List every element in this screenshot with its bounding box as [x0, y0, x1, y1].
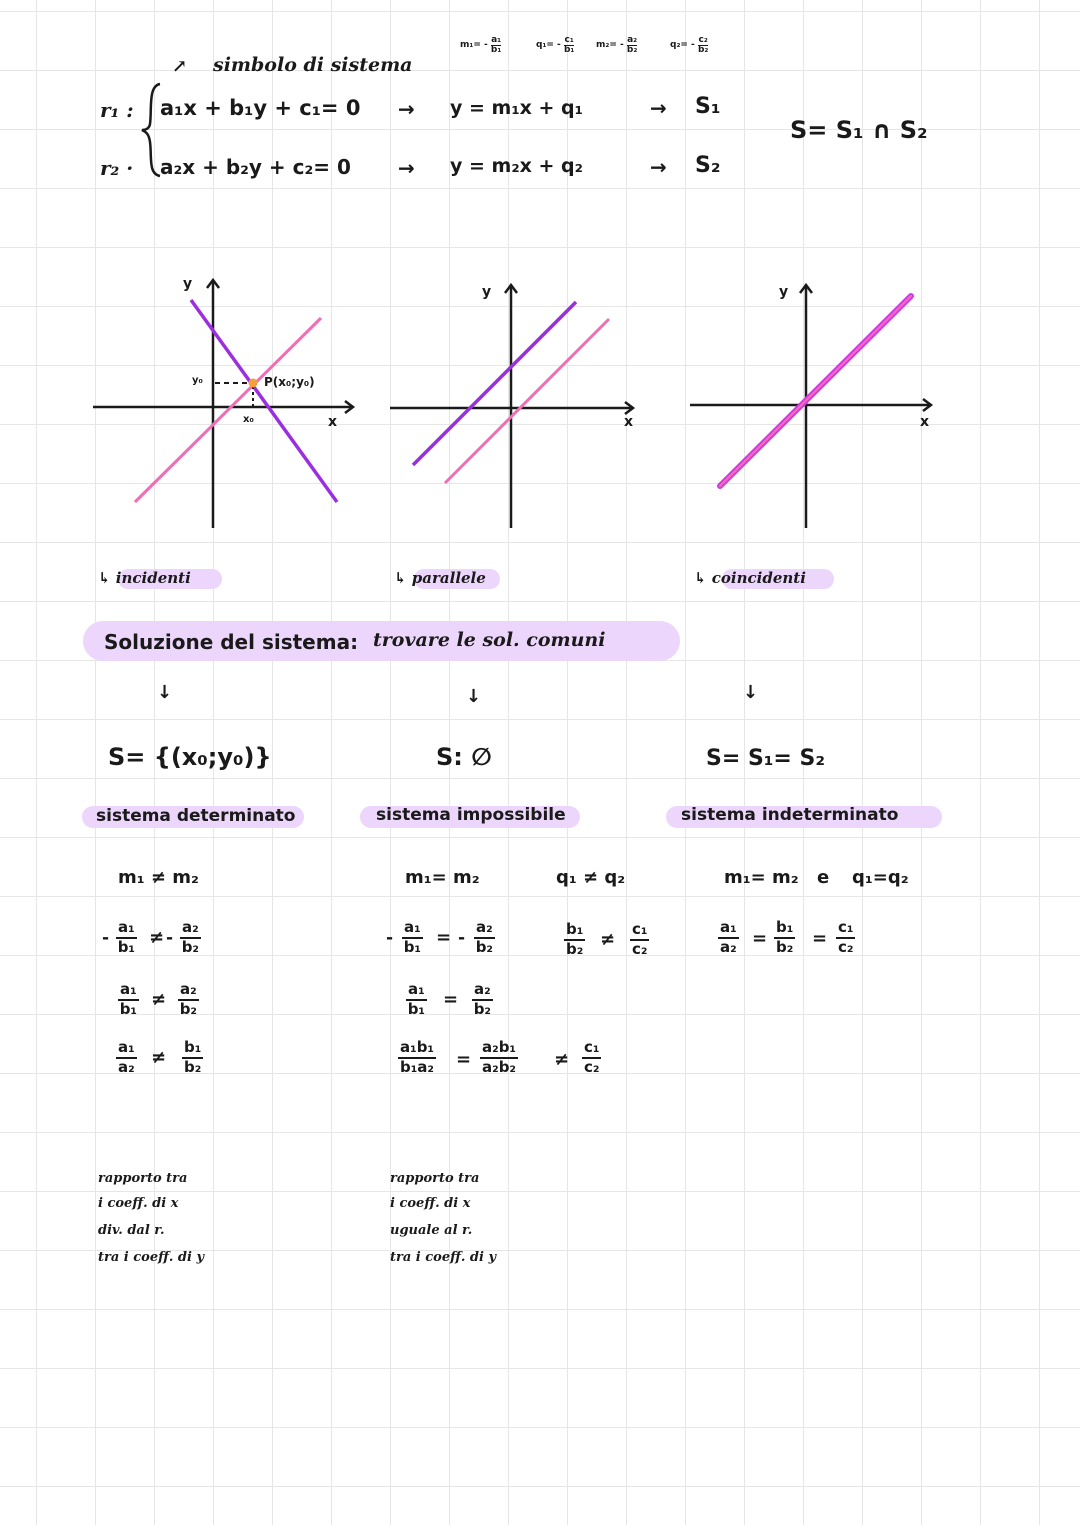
fraction-a2-b2: $\frac{\text{a₂}}{\text{b₂}}$ [179, 980, 197, 1018]
def-m2: m₂= - $\frac{\text{a₂}}{\text{b₂}}$ [596, 35, 638, 55]
fraction-c1-c2: $\frac{\text{c₁}}{\text{c₂}}$ [584, 1038, 600, 1076]
brace-note: simbolo di sistema [213, 54, 413, 76]
arrow-r1: → [398, 97, 415, 121]
axis-y-label: y [482, 284, 492, 300]
cond-col2-slopes: m₁= m₂ [405, 867, 480, 888]
fraction-a1b1-b1a2: $\frac{\text{a₁b₁}}{\text{b₁a₂}}$ [400, 1038, 434, 1076]
explicit-r2: y = m₂x + q₂ [450, 155, 583, 177]
cond-col3-intercepts: q₁=q₂ [852, 867, 909, 888]
graph-coincident [685, 275, 945, 535]
cond-col2-intercepts: q₁ ≠ q₂ [556, 867, 626, 888]
arrow-s1: → [650, 96, 667, 120]
fraction-a1-b1: $\frac{\text{a₁}}{\text{b₁}}$ [407, 980, 425, 1018]
minus-sign: - [166, 928, 174, 948]
note-line: i coeff. di x [98, 1196, 179, 1211]
fraction-a2-b2: $\frac{\text{a₂}}{\text{b₂}}$ [475, 918, 493, 956]
solution-banner-text: trovare le sol. comuni [373, 629, 606, 651]
note-line: div. dal r. [98, 1223, 165, 1238]
eq-sign: = [456, 1049, 472, 1070]
graph-incident [85, 270, 365, 535]
eq-sign: = [436, 927, 452, 948]
eq-sign: = [443, 989, 459, 1010]
r1-label: r₁ : [100, 98, 134, 122]
type-indeterminato: sistema indeterminato [681, 805, 899, 825]
solution-set-impossibile: S: ∅ [436, 743, 492, 771]
down-arrow-3: ↓ [743, 682, 759, 703]
r2-label: r₂ · [100, 156, 134, 180]
note-line: i coeff. di x [390, 1196, 471, 1211]
cond-col3-slopes: m₁= m₂ [724, 867, 799, 888]
line-r2-pink [445, 319, 609, 483]
minus-sign: - [458, 928, 466, 948]
solution-set-s1: S₁ [695, 94, 721, 119]
point-label: P(x₀;y₀) [264, 375, 315, 389]
notes-col1 [98, 1166, 204, 1270]
system-brace [140, 80, 162, 180]
def-m1: m₁= - $\frac{\text{a₁}}{\text{b₁}}$ [460, 35, 502, 55]
case-incidenti: ↳ incidenti [98, 569, 191, 587]
fraction-c1-c2: $\frac{\text{c₁}}{\text{c₂}}$ [838, 918, 854, 956]
note-line: tra i coeff. di y [98, 1250, 205, 1265]
case-coincidenti: ↳ coincidenti [694, 569, 806, 587]
fraction-a2-b2: $\frac{\text{a₂}}{\text{b₂}}$ [181, 918, 199, 956]
fraction-b1-b2: $\frac{\text{b₁}}{\text{b₂}}$ [184, 1038, 202, 1076]
intersection-formula: S= S₁ ∩ S₂ [790, 116, 928, 144]
note-line: uguale al r. [390, 1223, 473, 1238]
notes-col2 [390, 1166, 496, 1270]
equation-r1: a₁x + b₁y + c₁= 0 [160, 96, 361, 120]
cond-col3-and: e [817, 867, 830, 888]
axis-y-label: y [779, 284, 789, 300]
x0-label: x₀ [243, 414, 254, 425]
graph-parallel [385, 275, 645, 535]
neq-sign: ≠ [151, 989, 167, 1010]
fraction-a2-b2: $\frac{\text{a₂}}{\text{b₂}}$ [473, 980, 491, 1018]
axis-x-label: x [328, 414, 338, 430]
brace-note-arrow: ↗ [172, 56, 188, 77]
fraction-c1-c2: $\frac{\text{c₁}}{\text{c₂}}$ [632, 920, 648, 958]
type-impossibile: sistema impossibile [376, 805, 566, 825]
fraction-a1-b1: $\frac{\text{a₁}}{\text{b₁}}$ [119, 980, 137, 1018]
explicit-r1: y = m₁x + q₁ [450, 97, 583, 119]
axis-x-label: x [920, 414, 930, 430]
note-line: tra i coeff. di y [390, 1250, 497, 1265]
down-arrow-1: ↓ [157, 682, 173, 703]
note-line: rapporto tra [98, 1171, 188, 1186]
y0-label: y₀ [192, 375, 203, 386]
fraction-a1-a2: $\frac{\text{a₁}}{\text{a₂}}$ [720, 918, 737, 956]
axis-x-label: x [624, 414, 634, 430]
def-q1: q₁= - $\frac{\text{c₁}}{\text{b₁}}$ [536, 35, 575, 55]
fraction-b1-b2: $\frac{\text{b₁}}{\text{b₂}}$ [566, 920, 584, 958]
neq-sign: ≠ [151, 1047, 167, 1068]
fraction-a1-b1: $\frac{\text{a₁}}{\text{b₁}}$ [403, 918, 421, 956]
neq-sign: ≠ [600, 929, 616, 950]
case-parallele: ↳ parallele [394, 569, 486, 587]
type-determinato: sistema determinato [96, 806, 296, 826]
arrow-s2: → [650, 155, 667, 179]
eq-sign: = [752, 928, 768, 949]
down-arrow-2: ↓ [466, 686, 482, 707]
cond-col1-slopes: m₁ ≠ m₂ [118, 867, 199, 888]
line-r2-pink [135, 318, 321, 502]
solution-set-determinato: S= {(x₀;y₀)} [108, 743, 272, 771]
solution-set-s2: S₂ [695, 153, 721, 178]
def-q2: q₂= - $\frac{\text{c₂}}{\text{b₂}}$ [670, 35, 709, 55]
intersection-point [249, 379, 258, 388]
solution-set-indeterminato: S= S₁= S₂ [706, 746, 825, 771]
fraction-a1-b1: $\frac{\text{a₁}}{\text{b₁}}$ [117, 918, 135, 956]
line-r1-purple [413, 302, 576, 465]
minus-sign: - [386, 928, 394, 948]
note-line: rapporto tra [390, 1171, 480, 1186]
axis-y-label: y [183, 276, 193, 292]
fraction-b1-b2: $\frac{\text{b₁}}{\text{b₂}}$ [776, 918, 794, 956]
eq-sign: = [812, 928, 828, 949]
arrow-r2: → [398, 156, 415, 180]
minus-sign: - [102, 928, 110, 948]
neq-sign: ≠ [149, 927, 165, 948]
solution-banner-prefix: Soluzione del sistema: [104, 630, 359, 654]
equation-r2: a₂x + b₂y + c₂= 0 [160, 155, 351, 179]
fraction-a2b1-a2b2: $\frac{\text{a₂b₁}}{\text{a₂b₂}}$ [482, 1038, 516, 1076]
fraction-a1-a2: $\frac{\text{a₁}}{\text{a₂}}$ [118, 1038, 135, 1076]
neq-sign: ≠ [554, 1049, 570, 1070]
